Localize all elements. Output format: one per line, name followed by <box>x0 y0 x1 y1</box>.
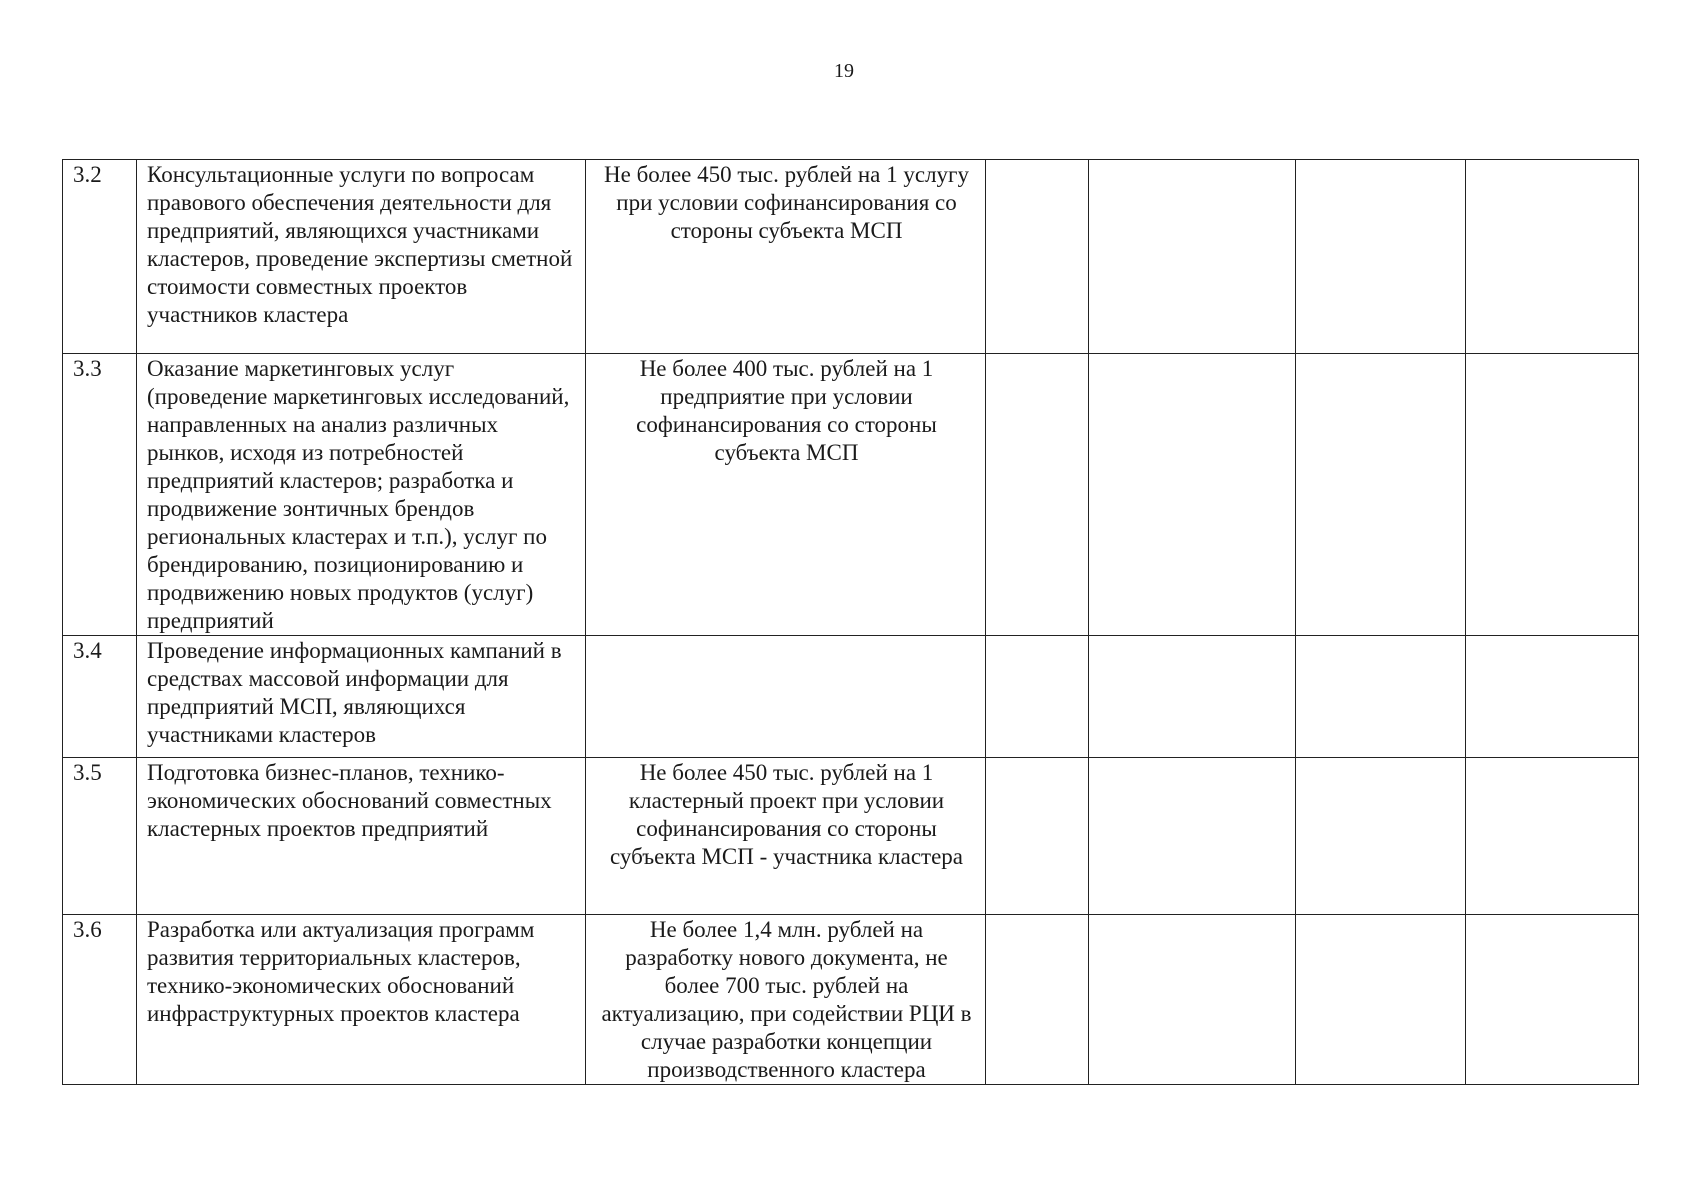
empty-cell <box>1296 354 1466 636</box>
funding-condition: Не более 450 тыс. рублей на 1 услугу при условии софинансирования со стороны субъекта МСП <box>586 160 986 354</box>
empty-cell <box>986 354 1089 636</box>
service-description: Подготовка бизнес-планов, технико-экономических обоснований совместных кластерных проектов предприятий <box>137 758 586 915</box>
empty-cell <box>986 915 1089 1085</box>
services-table <box>62 159 1639 1085</box>
empty-cell <box>1466 354 1639 636</box>
funding-condition: Не более 450 тыс. рублей на 1 кластерный проект при условии софинансирования со стороны субъекта МСП - участника кластера <box>586 758 986 915</box>
service-description: Оказание маркетинговых услуг (проведение маркетинговых исследований, направленных на анализ различных рынков, исходя из потребностей предприятий кластеров; разработка и продвижение зонтичных брендов региональных кластерах и т.п.), услуг по брендированию, позиционированию и продвижению новых продуктов (услуг) предприятий <box>137 354 586 636</box>
empty-cell <box>1089 758 1296 915</box>
funding-condition <box>586 636 986 758</box>
empty-cell <box>1296 758 1466 915</box>
table-row <box>63 758 1639 915</box>
table-row <box>63 354 1639 636</box>
service-description: Консультационные услуги по вопросам правового обеспечения деятельности для предприятий, являющихся участниками кластеров, проведение экспертизы сметной стоимости совместных проектов участников кластера <box>137 160 586 354</box>
row-number: 3.6 <box>63 915 137 1085</box>
service-description: Проведение информационных кампаний в средствах массовой информации для предприятий МСП, являющихся участниками кластеров <box>137 636 586 758</box>
empty-cell <box>986 160 1089 354</box>
empty-cell <box>1466 915 1639 1085</box>
empty-cell <box>1466 160 1639 354</box>
page-number: 19 <box>834 60 854 82</box>
empty-cell <box>986 758 1089 915</box>
table-row <box>63 160 1639 354</box>
empty-cell <box>1466 758 1639 915</box>
empty-cell <box>1089 915 1296 1085</box>
funding-condition: Не более 400 тыс. рублей на 1 предприятие при условии софинансирования со стороны субъекта МСП <box>586 354 986 636</box>
service-description: Разработка или актуализация программ развития территориальных кластеров, технико-экономических обоснований инфраструктурных проектов кластера <box>137 915 586 1085</box>
table-row <box>63 915 1639 1085</box>
empty-cell <box>1296 915 1466 1085</box>
row-number: 3.4 <box>63 636 137 758</box>
empty-cell <box>1089 636 1296 758</box>
empty-cell <box>1296 160 1466 354</box>
funding-condition: Не более 1,4 млн. рублей на разработку нового документа, не более 700 тыс. рублей на актуализацию, при содействии РЦИ в случае разработки концепции производственного кластера <box>586 915 986 1085</box>
row-number: 3.3 <box>63 354 137 636</box>
row-number: 3.2 <box>63 160 137 354</box>
empty-cell <box>1466 636 1639 758</box>
table-row <box>63 636 1639 758</box>
empty-cell <box>1296 636 1466 758</box>
empty-cell <box>986 636 1089 758</box>
row-number: 3.5 <box>63 758 137 915</box>
empty-cell <box>1089 160 1296 354</box>
empty-cell <box>1089 354 1296 636</box>
